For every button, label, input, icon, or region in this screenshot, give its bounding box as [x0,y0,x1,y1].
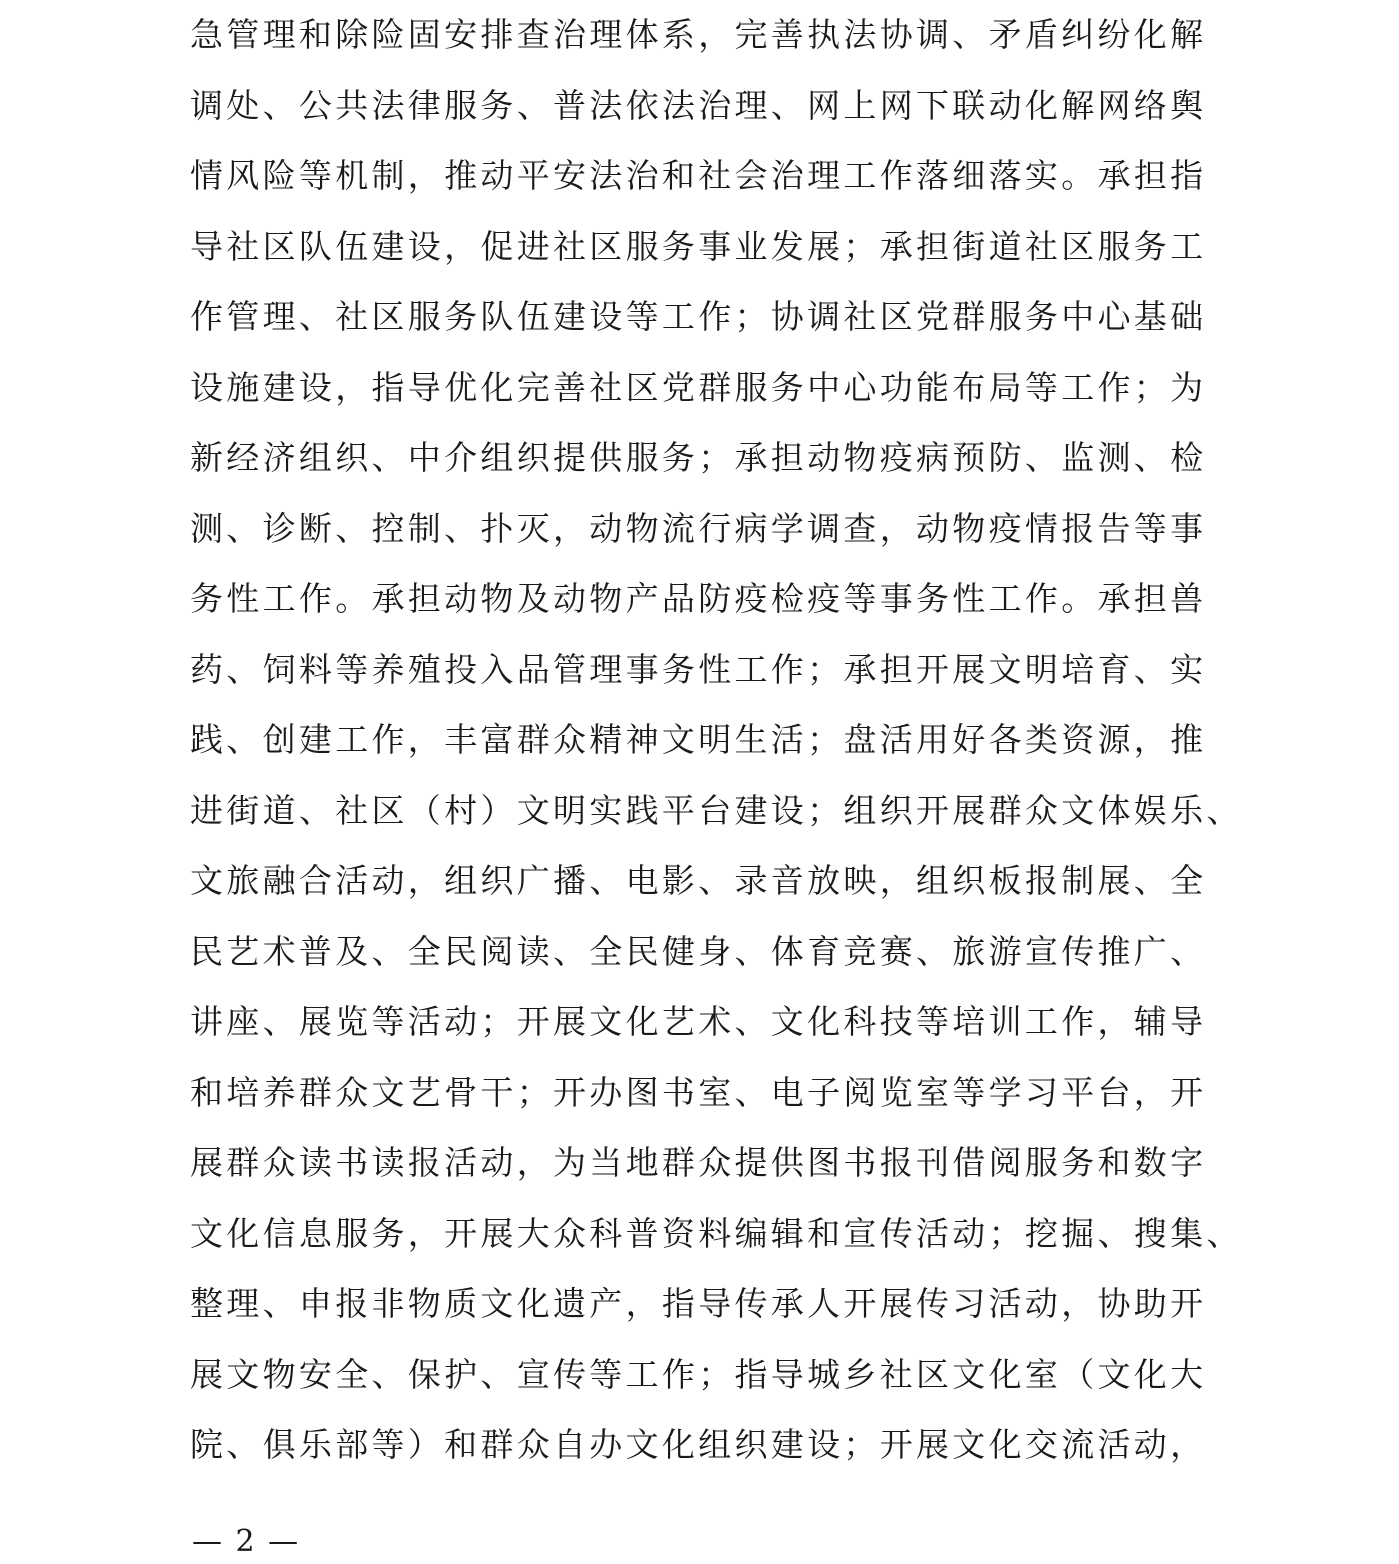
page-number: — 2 — [192,1524,301,1559]
text-line: 新经济组织、中介组织提供服务；承担动物疫病预防、监测、检 [190,438,1207,477]
text-line: 文化信息服务，开展大众科普资料编辑和宣传活动；挖掘、搜集、 [190,1213,1243,1253]
text-line: 情风险等机制，推动平安法治和社会治理工作落细落实。承担指 [190,156,1207,195]
text-line: 展群众读书读报活动，为当地群众提供图书报刊借阅服务和数字 [190,1143,1207,1182]
text-line: 展文物安全、保护、宣传等工作；指导城乡社区文化室（文化大 [190,1354,1207,1394]
text-line: 进街道、社区（村）文明实践平台建设；组织开展群众文体娱乐、 [190,790,1243,830]
text-line: 文旅融合活动，组织广播、电影、录音放映，组织板报制展、全 [190,861,1207,900]
body-text [190,0,1270,1481]
text-line: 作管理、社区服务队伍建设等工作；协调社区党群服务中心基础 [190,297,1207,336]
text-line: 院、俱乐部等）和群众自办文化组织建设；开展文化交流活动， [190,1425,1207,1464]
text-line: 测、诊断、控制、扑灭，动物流行病学调查，动物疫情报告等事 [190,508,1207,548]
text-line: 导社区队伍建设，促进社区服务事业发展；承担街道社区服务工 [190,226,1207,266]
text-line: 设施建设，指导优化完善社区党群服务中心功能布局等工作；为 [190,367,1207,407]
text-line: 践、创建工作，丰富群众精神文明生活；盘活用好各类资源，推 [190,720,1207,759]
text-line: 和培养群众文艺骨干；开办图书室、电子阅览室等学习平台，开 [190,1072,1207,1112]
text-line: 讲座、展览等活动；开展文化艺术、文化科技等培训工作，辅导 [190,1002,1207,1041]
text-line: 务性工作。承担动物及动物产品防疫检疫等事务性工作。承担兽 [190,579,1207,618]
text-line: 急管理和除险固安排查治理体系，完善执法协调、矛盾纠纷化解 [190,15,1207,54]
text-line: 整理、申报非物质文化遗产，指导传承人开展传习活动，协助开 [190,1284,1207,1323]
text-line: 民艺术普及、全民阅读、全民健身、体育竞赛、旅游宣传推广、 [190,931,1207,971]
text-line: 药、饲料等养殖投入品管理事务性工作；承担开展文明培育、实 [190,649,1207,689]
text-line: 调处、公共法律服务、普法依法治理、网上网下联动化解网络舆 [190,85,1207,125]
